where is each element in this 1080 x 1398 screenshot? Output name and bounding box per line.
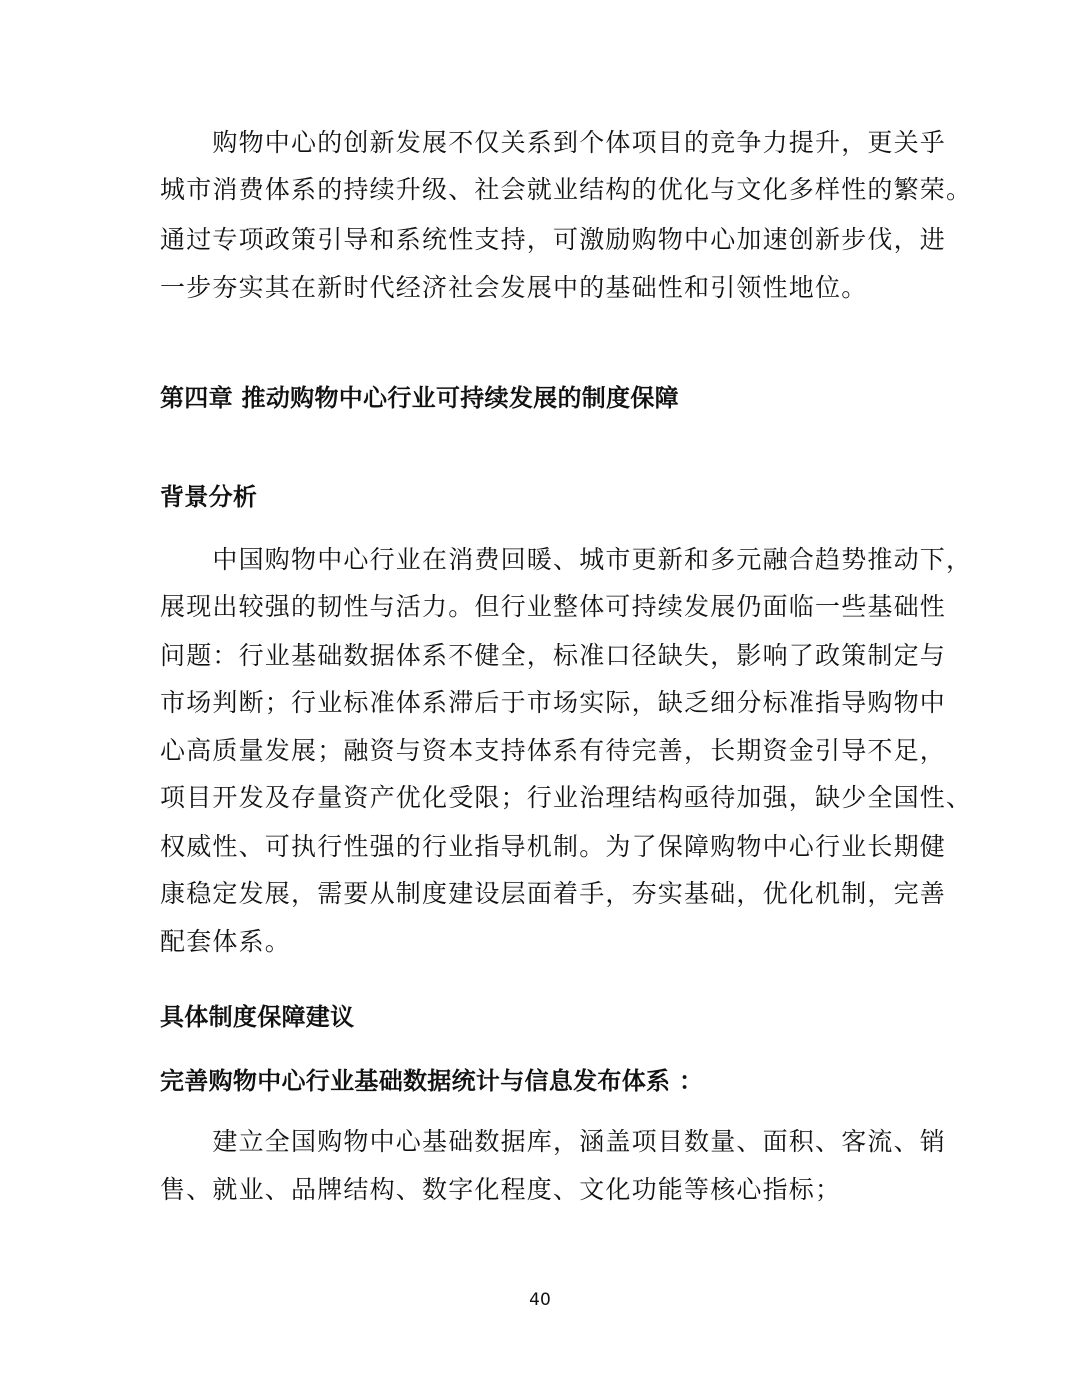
paragraph-line: 中国购物中心行业在消费回暖、城市更新和多元融合趋势推动下，	[160, 545, 973, 574]
paragraph-line: 项目开发及存量资产优化受限；行业治理结构亟待加强，缺少全国性、	[160, 783, 973, 812]
paragraph-line: 售、就业、品牌结构、数字化程度、文化功能等核心指标；	[160, 1175, 842, 1204]
paragraph-line: 一步夯实其在新时代经济社会发展中的基础性和引领性地位。	[160, 273, 868, 302]
page-number: 40	[529, 1290, 551, 1310]
section-heading-recommendations: 具体制度保障建议	[160, 1003, 355, 1031]
paragraph-line: 通过专项政策引导和系统性支持，可激励购物中心加速创新步伐，进	[160, 225, 947, 254]
paragraph-line: 权威性、可执行性强的行业指导机制。为了保障购物中心行业长期健	[160, 832, 947, 861]
paragraph-line: 购物中心的创新发展不仅关系到个体项目的竞争力提升，更关乎	[160, 128, 947, 157]
paragraph-line: 市场判断；行业标准体系滞后于市场实际，缺乏细分标准指导购物中	[160, 688, 947, 717]
paragraph-line: 问题：行业基础数据体系不健全，标准口径缺失，影响了政策制定与	[160, 641, 947, 670]
paragraph-line: 康稳定发展，需要从制度建设层面着手，夯实基础，优化机制，完善	[160, 879, 947, 908]
paragraph-line: 展现出较强的韧性与活力。但行业整体可持续发展仍面临一些基础性	[160, 592, 947, 621]
section-heading-background: 背景分析	[160, 483, 258, 511]
chapter-title: 第四章 推动购物中心行业可持续发展的制度保障	[160, 384, 679, 412]
paragraph-line: 心高质量发展；融资与资本支持体系有待完善，长期资金引导不足，	[160, 736, 947, 765]
paragraph-line: 配套体系。	[160, 927, 292, 956]
subsection-heading: 完善购物中心行业基础数据统计与信息发布体系 ：	[160, 1067, 704, 1095]
paragraph-line: 城市消费体系的持续升级、社会就业结构的优化与文化多样性的繁荣。	[160, 175, 973, 204]
paragraph-line: 建立全国购物中心基础数据库，涵盖项目数量、面积、客流、销	[160, 1127, 947, 1156]
